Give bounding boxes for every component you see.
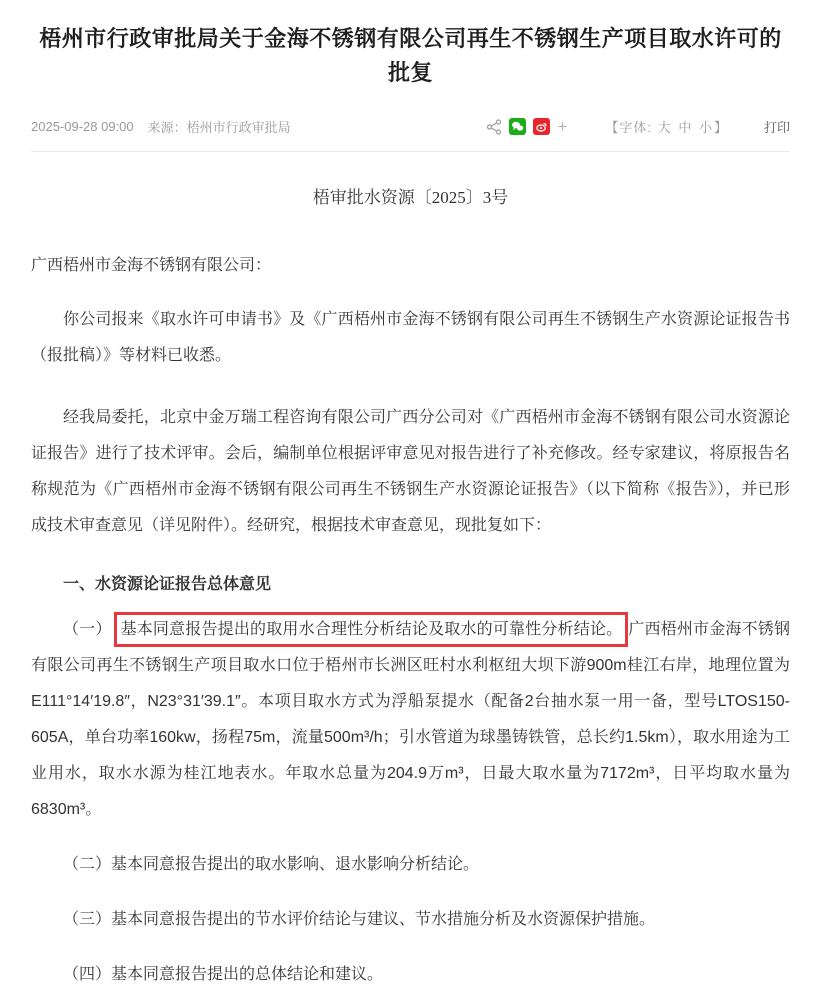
meta-left — [31, 117, 291, 136]
paragraph-materials-received: 你公司报来《取水许可申请书》及《广西梧州市金海不锈钢有限公司再生不锈钢生产水资源论证报告书（报批稿）》等材料已收悉。 — [31, 311, 790, 364]
paragraph-technical-review: 经我局委托，北京中金万瑞工程咨询有限公司广西分公司对《广西梧州市金海不锈钢有限公司水资源论证报告》进行了技术评审。会后，编制单位根据评审意见对报告进行了补充修改。经专家建议，将原报告名称规范为《广西梧州市金海不锈钢有限公司再生不锈钢生产水资源论证报告》（以下简称《报告》），并已形成技术审查意见（详见附件）。经研究，根据技术审查意见，现批复如下： — [31, 409, 790, 534]
paragraph-item-1 — [31, 612, 790, 828]
item-1-prefix: （一） — [63, 621, 112, 638]
more-share-icon[interactable]: + — [557, 117, 568, 136]
share-icon[interactable] — [486, 119, 502, 135]
source-label: 来源：梧州市行政审批局 — [147, 120, 291, 135]
section-heading-overall-opinion: 一、水资源论证报告总体意见 — [63, 576, 272, 593]
publish-date: 2025-09-28 09:00 — [31, 119, 134, 134]
red-highlight-annotation: 基本同意报告提出的取用水合理性分析结论及取水的可靠性分析结论。 — [114, 612, 629, 647]
font-size-medium-button[interactable]: 中 — [678, 120, 693, 135]
font-ctrl-open: 【字体: — [605, 120, 653, 135]
font-size-control — [605, 117, 728, 136]
paragraph-item-3: （三）基本同意报告提出的节水评价结论与建议、节水措施分析及水资源保护措施。 — [63, 911, 656, 928]
article-page — [0, 22, 821, 993]
font-size-large-button[interactable]: 大 — [657, 120, 672, 135]
font-size-small-button[interactable]: 小 — [698, 120, 713, 135]
item-1-rest: 广西梧州市金海不锈钢有限公司再生不锈钢生产项目取水口位于梧州市长洲区旺村水利枢纽大坝下游900m桂江右岸，地理位置为E111°14′19.8″，N23°31′39.1″。本项目取水方式为浮船泵提水（配备2台抽水泵一用一备，型号LTOS150-605A，单台功率160kw，扬程75m，流量500m³/h；引水管道为球墨铸铁管，总长约1.5km），取水用途为工业用水，取水水源为桂江地表水。年取水总量为204.9万m³，日最大取水量为7172m³，日平均取水量为6830m³。 — [31, 621, 790, 818]
font-ctrl-close: 】 — [713, 120, 728, 135]
page-title: 梧州市行政审批局关于金海不锈钢有限公司再生不锈钢生产项目取水许可的批复 — [39, 26, 782, 85]
meta-right — [486, 117, 790, 136]
share-buttons — [486, 118, 567, 135]
paragraph-item-4: （四）基本同意报告提出的总体结论和建议。 — [63, 966, 384, 983]
weibo-share-icon[interactable] — [533, 118, 550, 135]
print-button[interactable]: 打印 — [763, 120, 790, 135]
paragraph-item-2: （二）基本同意报告提出的取水影响、退水影响分析结论。 — [63, 856, 480, 873]
wechat-share-icon[interactable] — [509, 118, 526, 135]
addressee: 广西梧州市金海不锈钢有限公司： — [31, 257, 272, 274]
document-number: 梧审批水资源〔2025〕3号 — [312, 188, 509, 207]
article-meta-bar — [31, 117, 790, 152]
